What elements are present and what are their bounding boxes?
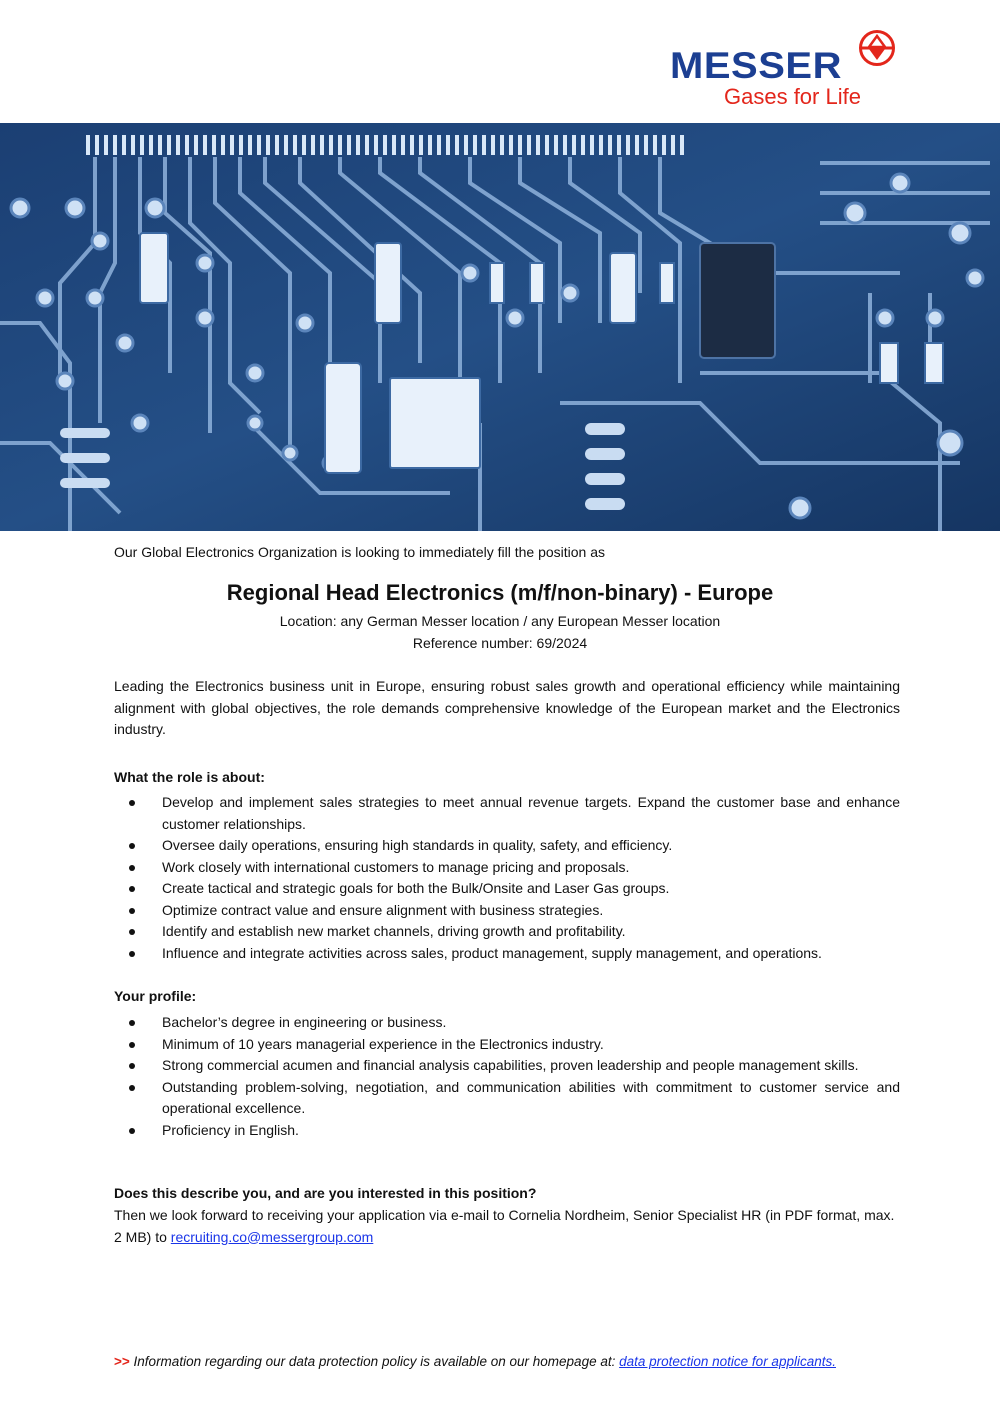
list-item: Outstanding problem-solving, negotiation, and communication abilities with commitment to customer service and operational excellence. bbox=[114, 1077, 900, 1120]
messer-logo bbox=[664, 24, 904, 110]
list-item: Minimum of 10 years managerial experience in the Electronics industry. bbox=[114, 1034, 900, 1056]
apply-body: Then we look forward to receiving your application via e-mail to Cornelia Nordheim, Senior Specialist HR (in PDF format, max. 2 MB) to bbox=[114, 1207, 895, 1245]
role-heading: What the role is about: bbox=[114, 769, 265, 785]
profile-list bbox=[114, 1012, 900, 1141]
list-item: Develop and implement sales strategies to meet annual revenue targets. Expand the customer base and enhance customer relationships. bbox=[114, 792, 900, 835]
apply-text bbox=[114, 1205, 900, 1248]
messer-emblem-icon bbox=[857, 28, 897, 68]
role-list bbox=[114, 792, 900, 964]
logo-tagline: Gases for Life bbox=[724, 84, 861, 109]
footer-arrow: >> bbox=[114, 1354, 130, 1369]
circuit-board-image bbox=[0, 123, 1000, 531]
job-location: Location: any German Messer location / any European Messer location bbox=[279, 613, 721, 629]
list-item: Influence and integrate activities across sales, product management, supply management, and operations. bbox=[114, 943, 900, 965]
profile-heading: Your profile: bbox=[114, 988, 197, 1004]
apply-question: Does this describe you, and are you interested in this position? bbox=[114, 1185, 537, 1201]
list-item: Bachelor’s degree in engineering or business. bbox=[114, 1012, 900, 1034]
list-item: Optimize contract value and ensure alignment with business strategies. bbox=[114, 900, 900, 922]
data-protection-footer bbox=[114, 1352, 914, 1372]
list-item: Strong commercial acumen and financial analysis capabilities, proven leadership and people management skills. bbox=[114, 1055, 900, 1077]
list-item: Identify and establish new market channels, driving growth and profitability. bbox=[114, 921, 900, 943]
intro-text: Our Global Electronics Organization is looking to immediately fill the position as bbox=[114, 544, 606, 560]
list-item: Work closely with international customers to manage pricing and proposals. bbox=[114, 857, 900, 879]
job-summary: Leading the Electronics business unit in Europe, ensuring robust sales growth and operational efficiency while maintaining alignment with global objectives, the role demands comprehensive knowledge of the European market and the Electronics industry. bbox=[114, 678, 900, 737]
email-link[interactable]: recruiting.co@messergroup.com bbox=[170, 1228, 374, 1245]
job-title: Regional Head Electronics (m/f/non-binary) - Europe bbox=[226, 580, 774, 605]
logo-wordmark: MESSER bbox=[670, 45, 843, 86]
job-reference: Reference number: 69/2024 bbox=[412, 635, 588, 651]
list-item: Oversee daily operations, ensuring high standards in quality, safety, and efficiency. bbox=[114, 835, 900, 857]
data-protection-link[interactable]: data protection notice for applicants. bbox=[619, 1354, 836, 1369]
list-item: Create tactical and strategic goals for both the Bulk/Onsite and Laser Gas groups. bbox=[114, 878, 900, 900]
footer-text: Information regarding our data protection policy is available on our homepage at: bbox=[133, 1354, 620, 1369]
list-item: Proficiency in English. bbox=[114, 1120, 900, 1142]
